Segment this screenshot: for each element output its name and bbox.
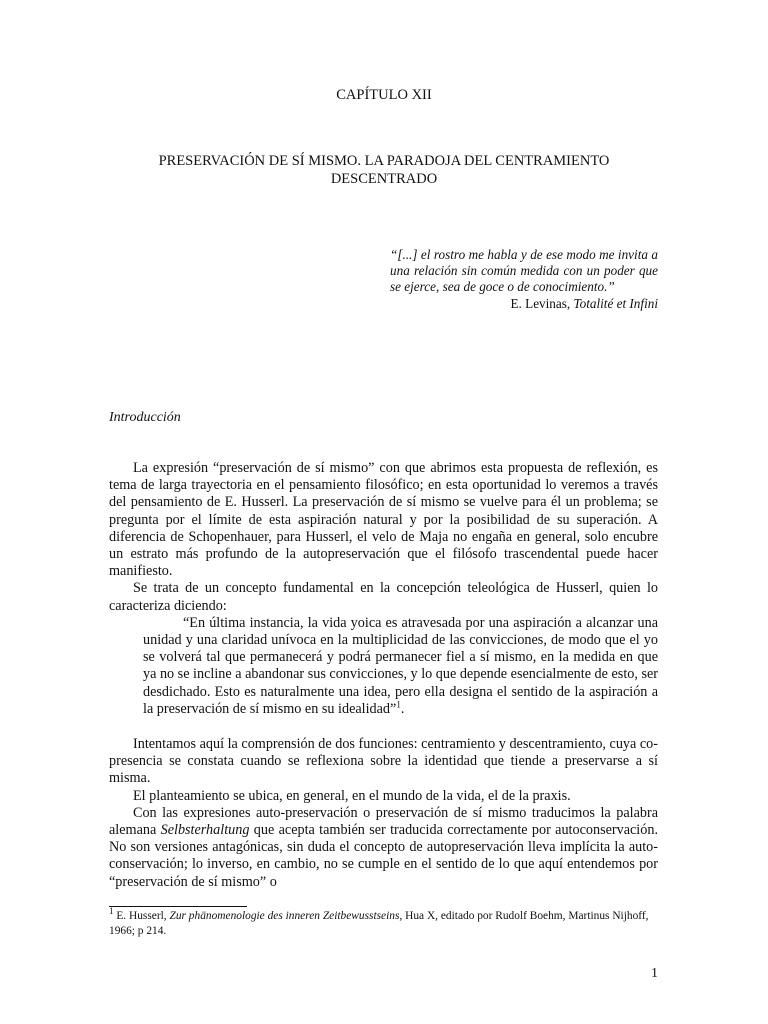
epigraph-author: E. Levinas, [510, 295, 571, 311]
section-heading: Introducción [109, 410, 181, 425]
epigraph-source [390, 296, 658, 312]
footnote-divider [109, 906, 247, 907]
footnote-work: Zur phänomenologie des inneren Zeitbewusstseins, [169, 910, 403, 922]
paragraph-text: que acepta también ser traducida correctamente por autoconservación. No son versiones antagónicas, sin duda el concepto de autopreservación lleva implícita la auto-conservación; lo inverso, en cambio, no se cumple en el sentido de lo que aquí entendemos por “preservación de sí mismo” o [109, 822, 658, 890]
paragraph-text: Con las expresiones auto-preservación o preservación de sí mismo traducimos la palabra alemana [109, 804, 658, 839]
german-term: Selbsterhaltung [160, 822, 250, 839]
paragraph: Intentamos aquí la comprensión de dos funciones: centramiento y descentramiento, cuya co-presencia se constata cuando se reflexiona sobre la identidad que tiende a preservarse a sí misma. [109, 736, 658, 787]
footnote-reference[interactable]: 1 [396, 699, 401, 710]
footnote-citation: Hua X, editado por Rudolf Boehm, Martinus Nijhoff, 1966; p 214. [109, 910, 649, 937]
footnote [109, 906, 658, 939]
epigraph-work: Totalité et Infini [573, 295, 658, 311]
paragraph [109, 805, 658, 891]
footnote-author: E. Husserl, [113, 910, 170, 922]
epigraph [390, 247, 658, 312]
block-quote-text: “En última instancia, la vida yoica es atravesada por una aspiración a alcanzar una unidad y una claridad unívoca en la multiplicidad de las convicciones, de modo que el yo se volverá tal que permanecerá y podrá permanecer fiel a sí mismo, en la medida en que ya no se incline a abandonar sus convicciones, y lo que depende esencialmente de esto, ser desdichado. Esto es naturalmente una idea, pero ella designa el sentido de la aspiración a la preservación de sí mismo en su idealidad” [143, 614, 658, 717]
epigraph-quote: “[...] el rostro me habla y de ese modo me invita a una relación sin común medida con un poder que se ejerce, sea de goce o de conocimiento.” [390, 247, 658, 295]
chapter-title: PRESERVACIÓN DE SÍ MISMO. LA PARADOJA DEL CENTRAMIENTO DESCENTRADO [158, 153, 610, 187]
paragraph: La expresión “preservación de sí mismo” con que abrimos esta propuesta de reflexión, es tema de larga trayectoria en el pensamiento filosófico; en esta oportunidad lo veremos a través del pensamiento de E. Husserl. La preservación de sí mismo se vuelve para él un problema; se pregunta por el límite de esta aspiración natural y por la posibilidad de su superación. A diferencia de Schopenhauer, para Husserl, el velo de Maja no engaña en general, solo encubre un estrato más profundo de la autopreservación que el filósofo trascendental puede hacer manifiesto. [109, 460, 658, 580]
body-text [109, 460, 658, 891]
footnote-marker: 1 [109, 906, 114, 917]
block-quote: “En última instancia, la vida yoica es atravesada por una aspiración a alcanzar una unidad y una claridad unívoca en la multiplicidad de las convicciones, de modo que el yo se volverá tal que permanecerá y podrá permanecer fiel a sí mismo, en la medida en que ya no se incline a abandonar sus convicciones, y lo que depende esencialmente de esto, ser desdichado. Esto es naturalmente una idea, pero ella designa el sentido de la aspiración a la preservación de sí mismo en su idealidad”$^1$. [143, 614, 658, 717]
paragraph: El planteamiento se ubica, en general, en el mundo de la vida, el de la praxis. [133, 787, 571, 804]
paragraph: Se trata de un concepto fundamental en la concepción teleológica de Husserl, quien lo caracteriza diciendo: [109, 580, 658, 614]
chapter-heading: CAPÍTULO XII [336, 87, 432, 103]
page-number: 1 [651, 966, 658, 981]
